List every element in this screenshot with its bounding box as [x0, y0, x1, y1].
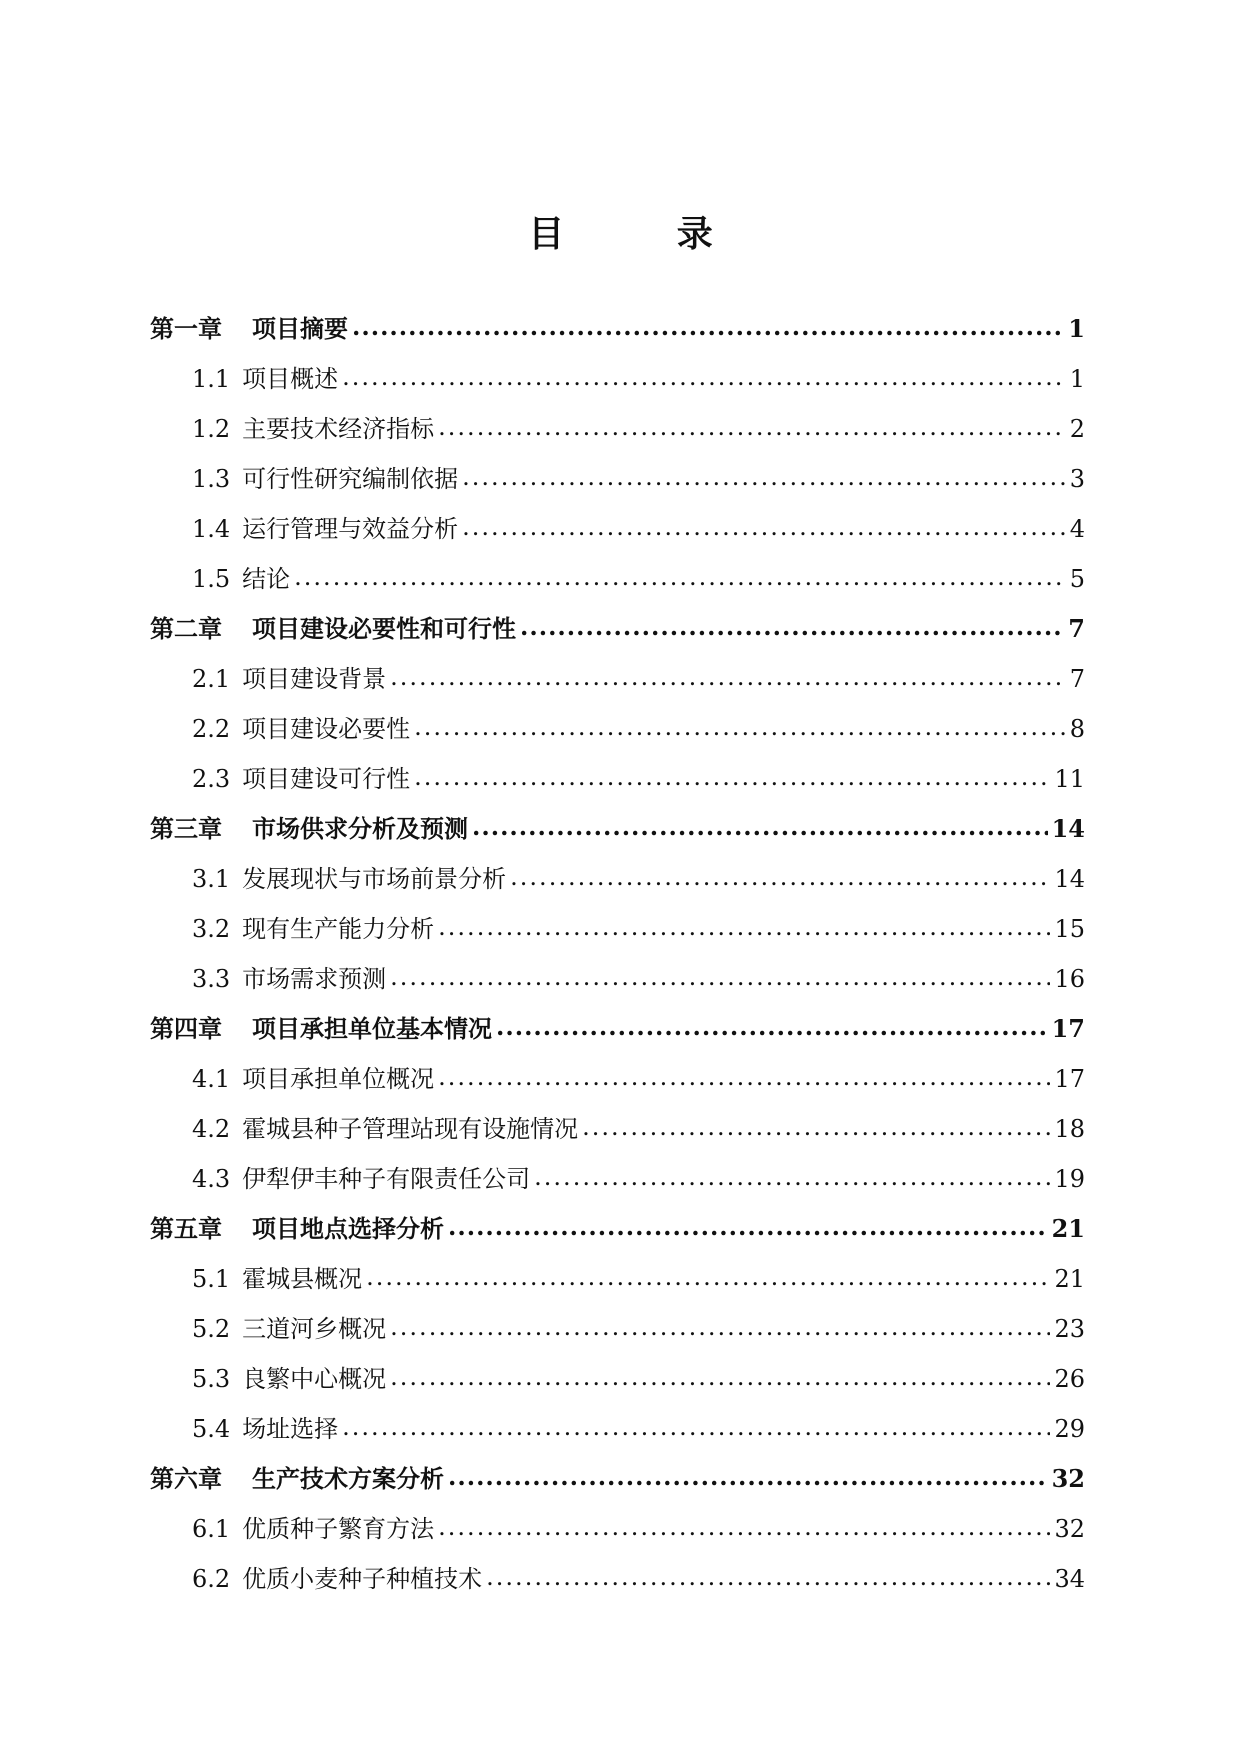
toc-chapter-entry[interactable]	[150, 304, 1085, 354]
toc-section-entry[interactable]	[150, 1354, 1085, 1404]
toc-page-number: 14	[1054, 865, 1085, 893]
dot-leader	[342, 1402, 1050, 1452]
toc-entry-number: 第一章	[150, 314, 222, 343]
toc-section-entry[interactable]	[150, 1104, 1085, 1154]
toc-entry-title: 项目建设必要性和可行性	[252, 614, 516, 643]
toc-page-number: 1	[1068, 314, 1085, 343]
toc-chapter-entry[interactable]	[150, 1204, 1085, 1254]
toc-section-entry[interactable]	[150, 1304, 1085, 1354]
toc-section-entry[interactable]	[150, 404, 1085, 454]
toc-page-number: 15	[1054, 915, 1085, 943]
toc-entry-label	[192, 1554, 482, 1604]
toc-entry-title: 优质小麦种子种植技术	[242, 1565, 483, 1593]
toc-entry-title: 项目建设背景	[242, 665, 387, 693]
dot-leader	[438, 1502, 1050, 1552]
dot-leader	[390, 952, 1050, 1002]
toc-page-number: 34	[1054, 1565, 1085, 1593]
toc-entry-title: 优质种子繁育方法	[242, 1515, 435, 1543]
toc-entry-number: 第五章	[150, 1214, 222, 1243]
table-of-contents	[150, 304, 1085, 1604]
toc-entry-label	[192, 654, 386, 704]
toc-page-number: 2	[1069, 415, 1085, 443]
toc-entry-title: 项目建设必要性	[242, 715, 411, 743]
dot-leader	[414, 752, 1050, 802]
toc-entry-number: 5.4	[192, 1415, 231, 1443]
toc-page-number: 8	[1069, 715, 1085, 743]
toc-page-number: 16	[1054, 965, 1085, 993]
dot-leader	[448, 1202, 1048, 1252]
toc-page-number: 5	[1069, 565, 1085, 593]
dot-leader	[294, 552, 1066, 602]
toc-chapter-entry[interactable]	[150, 804, 1085, 854]
toc-entry-number: 5.1	[192, 1265, 231, 1293]
toc-entry-number: 6.2	[192, 1565, 231, 1593]
toc-page-number: 4	[1069, 515, 1085, 543]
toc-entry-title: 项目概述	[242, 365, 339, 393]
toc-section-entry[interactable]	[150, 1154, 1085, 1204]
toc-entry-number: 6.1	[192, 1515, 231, 1543]
toc-page-number: 14	[1051, 814, 1085, 843]
toc-section-entry[interactable]	[150, 654, 1085, 704]
toc-page-number: 1	[1069, 365, 1085, 393]
dot-leader	[582, 1102, 1050, 1152]
toc-entry-label	[192, 1354, 386, 1404]
toc-section-entry[interactable]	[150, 1504, 1085, 1554]
toc-entry-number: 4.3	[192, 1165, 231, 1193]
toc-entry-label	[150, 1204, 444, 1254]
toc-entry-title: 项目摘要	[252, 314, 348, 343]
toc-entry-title: 三道河乡概况	[242, 1315, 387, 1343]
toc-section-entry[interactable]	[150, 354, 1085, 404]
dot-leader	[438, 1052, 1050, 1102]
toc-chapter-entry[interactable]	[150, 604, 1085, 654]
toc-chapter-entry[interactable]	[150, 1454, 1085, 1504]
toc-entry-number: 3.1	[192, 865, 231, 893]
toc-entry-title: 市场需求预测	[242, 965, 387, 993]
toc-page-number: 26	[1054, 1365, 1085, 1393]
toc-section-entry[interactable]	[150, 904, 1085, 954]
toc-page-number: 32	[1051, 1464, 1085, 1493]
toc-page-number: 7	[1068, 614, 1085, 643]
toc-page-number: 29	[1054, 1415, 1085, 1443]
toc-entry-label	[192, 754, 410, 804]
toc-entry-title: 可行性研究编制依据	[242, 465, 459, 493]
dot-leader	[390, 1352, 1050, 1402]
toc-entry-label	[192, 704, 410, 754]
toc-entry-number: 1.2	[192, 415, 231, 443]
toc-entry-label	[192, 1254, 362, 1304]
toc-entry-number: 1.5	[192, 565, 231, 593]
toc-entry-label	[192, 1404, 338, 1454]
dot-leader	[438, 902, 1050, 952]
toc-entry-label	[192, 454, 458, 504]
toc-entry-label	[192, 1104, 578, 1154]
toc-entry-title: 生产技术方案分析	[252, 1464, 444, 1493]
toc-entry-title: 发展现状与市场前景分析	[242, 865, 507, 893]
toc-entry-label	[192, 354, 338, 404]
toc-entry-title: 伊犁伊丰种子有限责任公司	[242, 1165, 531, 1193]
dot-leader	[414, 702, 1066, 752]
toc-entry-label	[150, 1004, 492, 1054]
toc-entry-title: 项目承担单位基本情况	[252, 1014, 492, 1043]
toc-entry-number: 2.3	[192, 765, 231, 793]
dot-leader	[352, 302, 1064, 352]
toc-section-entry[interactable]	[150, 454, 1085, 504]
dot-leader	[366, 1252, 1050, 1302]
toc-entry-label	[192, 504, 458, 554]
dot-leader	[472, 802, 1048, 852]
toc-entry-label	[192, 1054, 434, 1104]
toc-page-number: 21	[1054, 1265, 1085, 1293]
dot-leader	[390, 1302, 1050, 1352]
toc-entry-label	[192, 1304, 386, 1354]
dot-leader	[438, 402, 1066, 452]
toc-entry-title: 霍城县种子管理站现有设施情况	[242, 1115, 579, 1143]
toc-entry-number: 3.2	[192, 915, 231, 943]
toc-section-entry[interactable]	[150, 1254, 1085, 1304]
toc-section-entry[interactable]	[150, 1404, 1085, 1454]
dot-leader	[462, 452, 1066, 502]
toc-entry-title: 运行管理与效益分析	[242, 515, 459, 543]
toc-entry-number: 4.2	[192, 1115, 231, 1143]
toc-entry-label	[192, 954, 386, 1004]
dot-leader	[448, 1452, 1048, 1502]
toc-entry-title: 现有生产能力分析	[242, 915, 435, 943]
toc-entry-number: 1.3	[192, 465, 231, 493]
toc-section-entry[interactable]	[150, 1054, 1085, 1104]
dot-leader	[342, 352, 1066, 402]
toc-entry-label	[150, 604, 516, 654]
toc-entry-label	[192, 1154, 530, 1204]
toc-entry-title: 项目承担单位概况	[242, 1065, 435, 1093]
toc-section-entry[interactable]	[150, 1554, 1085, 1604]
toc-entry-label	[150, 804, 468, 854]
toc-title: 目 录	[528, 213, 763, 255]
toc-page-number: 11	[1054, 765, 1085, 793]
toc-entry-label	[192, 854, 506, 904]
toc-entry-number: 第四章	[150, 1014, 222, 1043]
dot-leader	[462, 502, 1066, 552]
toc-page-number: 21	[1051, 1214, 1085, 1243]
toc-entry-number: 第三章	[150, 814, 222, 843]
toc-entry-label	[192, 554, 290, 604]
toc-section-entry[interactable]	[150, 554, 1085, 604]
toc-page-number: 32	[1054, 1515, 1085, 1543]
toc-entry-number: 1.4	[192, 515, 231, 543]
toc-section-entry[interactable]	[150, 854, 1085, 904]
toc-page-number: 19	[1054, 1165, 1085, 1193]
toc-section-entry[interactable]	[150, 504, 1085, 554]
toc-entry-number: 3.3	[192, 965, 231, 993]
toc-entry-number: 第二章	[150, 614, 222, 643]
toc-entry-label	[192, 404, 434, 454]
toc-page-number: 17	[1054, 1065, 1085, 1093]
toc-page-number: 7	[1069, 665, 1085, 693]
toc-entry-title: 项目地点选择分析	[252, 1214, 444, 1243]
toc-entry-label	[150, 1454, 444, 1504]
toc-section-entry[interactable]	[150, 704, 1085, 754]
toc-page-number: 17	[1051, 1014, 1085, 1043]
toc-entry-title: 项目建设可行性	[242, 765, 411, 793]
toc-entry-number: 1.1	[192, 365, 231, 393]
toc-section-entry[interactable]	[150, 754, 1085, 804]
dot-leader	[510, 852, 1050, 902]
toc-entry-label	[192, 1504, 434, 1554]
toc-chapter-entry[interactable]	[150, 1004, 1085, 1054]
toc-entry-label	[150, 304, 348, 354]
dot-leader	[520, 602, 1064, 652]
toc-entry-title: 霍城县概况	[242, 1265, 363, 1293]
toc-entry-label	[192, 904, 434, 954]
toc-entry-number: 2.2	[192, 715, 231, 743]
toc-entry-number: 2.1	[192, 665, 231, 693]
dot-leader	[486, 1552, 1050, 1602]
toc-page-number: 23	[1054, 1315, 1085, 1343]
toc-section-entry[interactable]	[150, 954, 1085, 1004]
dot-leader	[496, 1002, 1048, 1052]
toc-entry-number: 4.1	[192, 1065, 231, 1093]
toc-entry-number: 第六章	[150, 1464, 222, 1493]
toc-entry-number: 5.2	[192, 1315, 231, 1343]
toc-entry-title: 场址选择	[242, 1415, 339, 1443]
toc-entry-title: 良繁中心概况	[242, 1365, 387, 1393]
toc-page-number: 3	[1069, 465, 1085, 493]
toc-entry-title: 市场供求分析及预测	[252, 814, 468, 843]
toc-entry-title: 主要技术经济指标	[242, 415, 435, 443]
dot-leader	[390, 652, 1066, 702]
dot-leader	[534, 1152, 1050, 1202]
toc-entry-number: 5.3	[192, 1365, 231, 1393]
toc-page-number: 18	[1054, 1115, 1085, 1143]
toc-entry-title: 结论	[242, 565, 291, 593]
